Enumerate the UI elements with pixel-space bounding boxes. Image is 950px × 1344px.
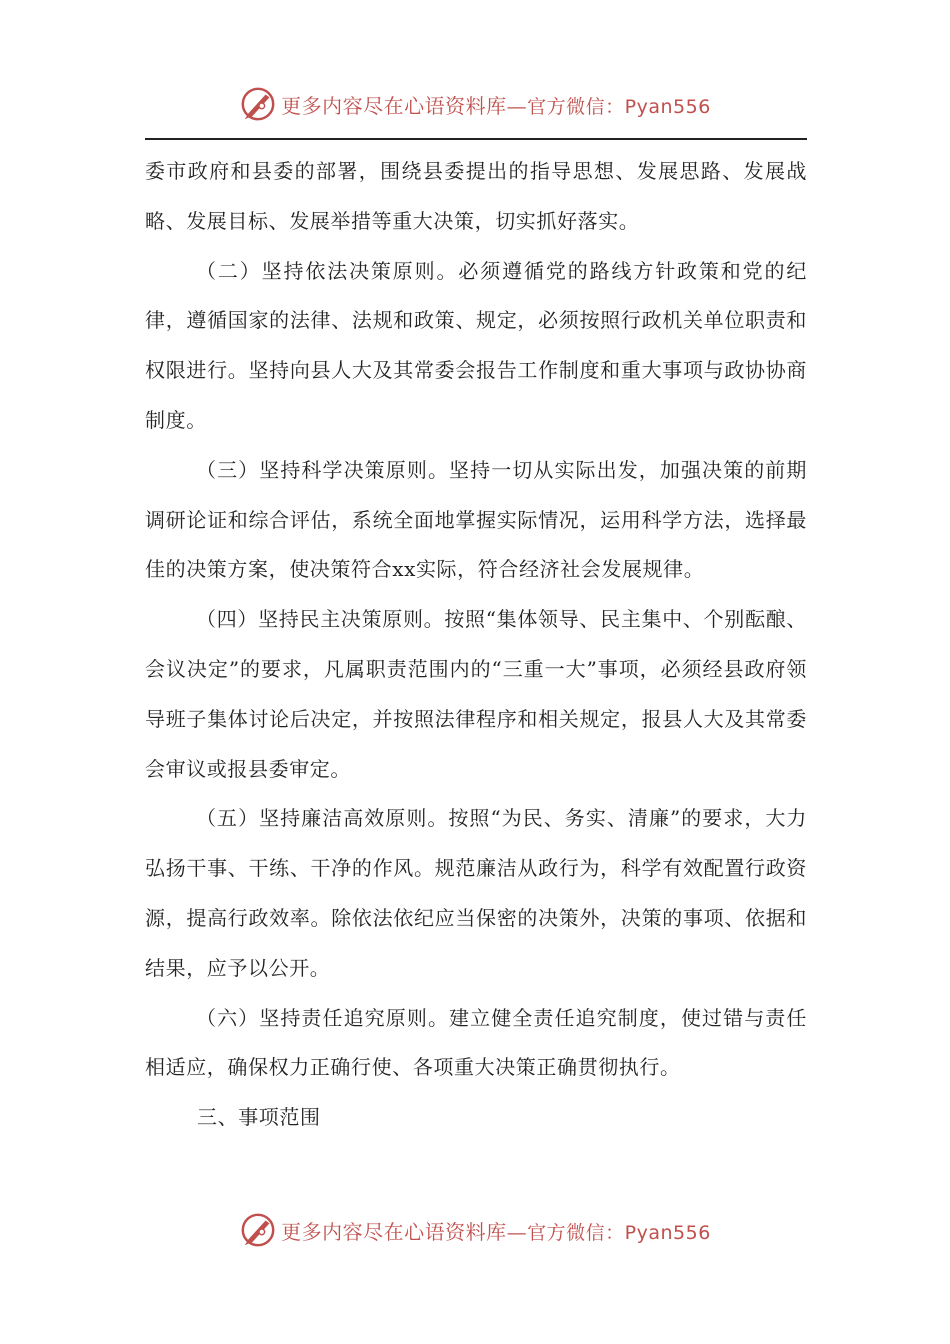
header-divider	[145, 138, 807, 140]
page-header	[0, 82, 950, 126]
header-brand-main: 更多内容尽在心语资料库	[281, 93, 507, 118]
document-body	[145, 147, 807, 1143]
footer-brand-main: 更多内容尽在心语资料库	[281, 1219, 507, 1244]
paragraph-principle-5: （五）坚持廉洁高效原则。按照“为民、务实、清廉”的要求，大力弘扬干事、干练、干净的作风。规范廉洁从政行为，科学有效配置行政资源，提高行政效率。除依法依纪应当保密的决策外，决策的事项、依据和结果，应予以公开。	[145, 806, 807, 980]
header-brand-wechat: 官方微信：Pyan556	[527, 95, 711, 118]
paragraph-continuation: 委市政府和县委的部署，围绕县委提出的指导思想、发展思路、发展战略、发展目标、发展举措等重大决策，切实抓好落实。	[145, 159, 807, 233]
pen-circle-logo-icon	[239, 1211, 277, 1249]
paragraph-principle-4: （四）坚持民主决策原则。按照“集体领导、民主集中、个别酝酿、会议决定”的要求，凡属职责范围内的“三重一大”事项，必须经县政府领导班子集体讨论后决定，并按照法律程序和相关规定，报县人大及其常委会审议或报县委审定。	[145, 607, 807, 781]
section-heading: 三、事项范围	[197, 1105, 321, 1130]
header-brand	[239, 85, 711, 123]
page-footer	[0, 1208, 950, 1252]
pen-circle-logo-icon	[239, 85, 277, 123]
footer-brand	[239, 1211, 711, 1249]
footer-brand-separator: —	[506, 1219, 528, 1244]
paragraph-principle-2: （二）坚持依法决策原则。必须遵循党的路线方针政策和党的纪律，遵循国家的法律、法规和政策、规定，必须按照行政机关单位职责和权限进行。坚持向县人大及其常委会报告工作制度和重大事项与政协协商制度。	[145, 258, 807, 432]
header-brand-separator: —	[506, 93, 528, 118]
paragraph-principle-3: （三）坚持科学决策原则。坚持一切从实际出发，加强决策的前期调研论证和综合评估，系统全面地掌握实际情况，运用科学方法，选择最佳的决策方案，使决策符合xx实际，符合经济社会发展规律。	[145, 457, 807, 582]
paragraph-principle-6: （六）坚持责任追究原则。建立健全责任追究制度，使过错与责任相适应，确保权力正确行使、各项重大决策正确贯彻执行。	[145, 1005, 807, 1080]
footer-brand-wechat: 官方微信：Pyan556	[527, 1221, 711, 1244]
